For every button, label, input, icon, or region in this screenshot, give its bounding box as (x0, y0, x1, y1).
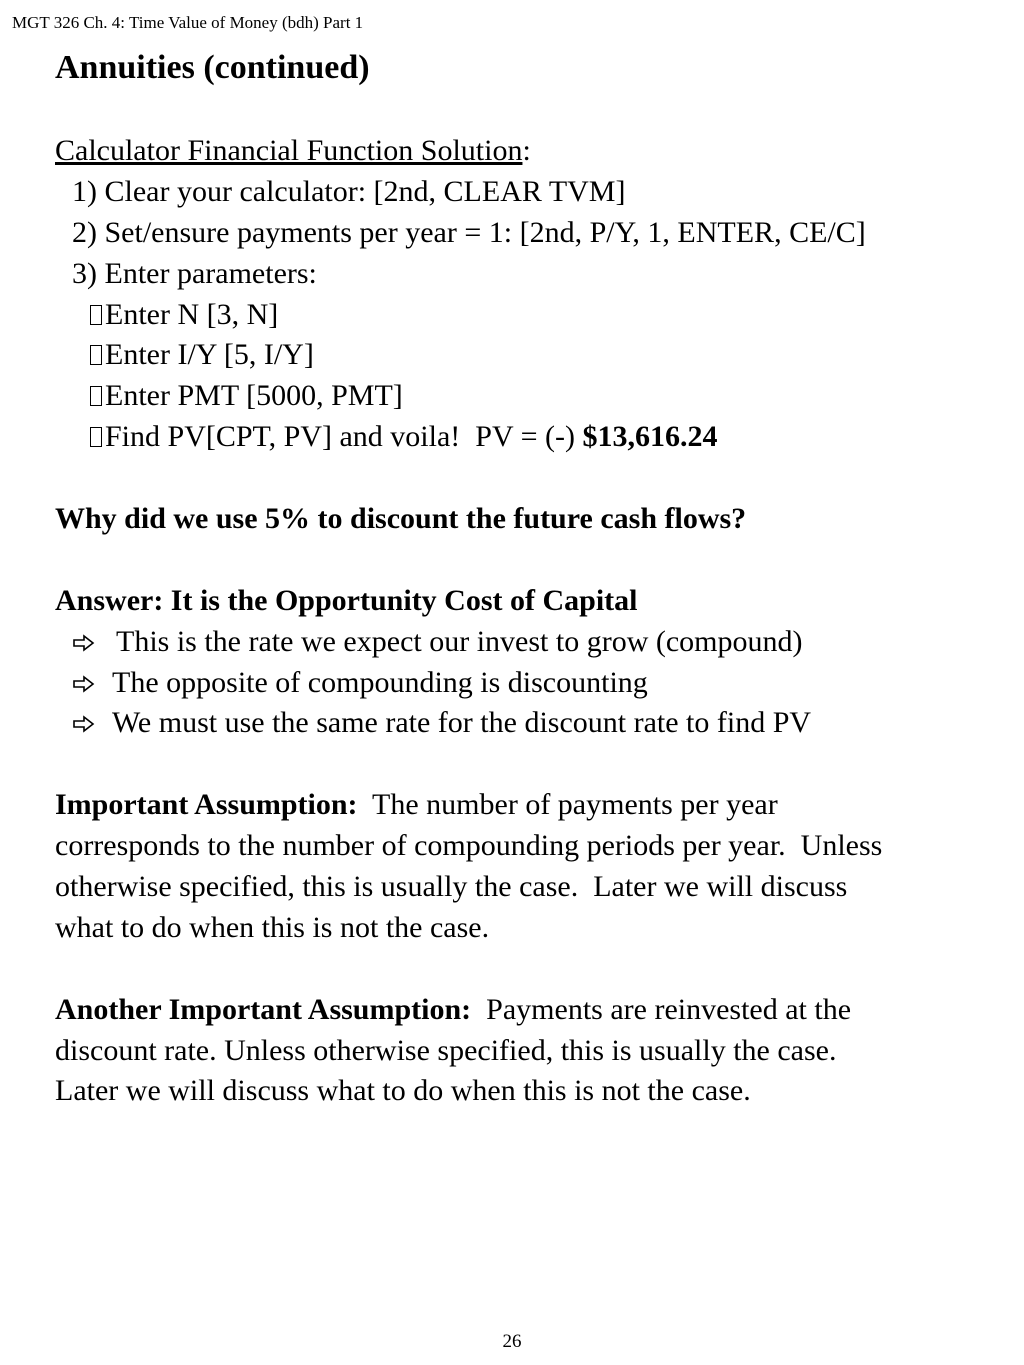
assumption1-line-1 (55, 785, 1005, 826)
answer-point-3 (55, 703, 1005, 744)
param-iy-text: Enter I/Y [5, I/Y] (105, 338, 314, 372)
assumption2-line-1 (55, 990, 1005, 1031)
find-pv-text: Find PV[CPT, PV] and voila! PV = (-) (105, 420, 583, 454)
assumption1-line-3: otherwise specified, this is usually the case. Later we will discuss (55, 870, 848, 904)
assumption1-line-4: what to do when this is not the case. (55, 910, 490, 944)
calc-heading-colon: : (522, 134, 531, 167)
calc-heading-line (55, 131, 1005, 172)
answer-heading: Answer: It is the Opportunity Cost of Capital (55, 583, 638, 617)
step-2: 2) Set/ensure payments per year = 1: [2nd, P/Y, 1, ENTER, CE/C] (72, 215, 866, 249)
param-pmt (55, 376, 1005, 417)
outline-arrow-right-icon (72, 674, 96, 694)
checkbox-bullet-icon (90, 427, 102, 447)
answer-point-1 (55, 622, 1005, 663)
answer-point-1-text: This is the rate we expect our invest to grow (compound) (116, 624, 803, 658)
param-n (55, 295, 1005, 336)
question: Why did we use 5% to discount the future cash flows? (55, 502, 747, 536)
outline-arrow-right-icon (72, 633, 96, 653)
assumption1-line-2: corresponds to the number of compounding periods per year. Unless (55, 829, 883, 863)
slide-title: Annuities (continued) (55, 49, 370, 86)
step-1: 1) Clear your calculator: [2nd, CLEAR TVM] (72, 174, 626, 208)
assumption2-line-3: Later we will discuss what to do when this is not the case. (55, 1074, 751, 1108)
assumption2-label: Another Important Assumption: (55, 992, 472, 1026)
calc-heading: Calculator Financial Function Solution (55, 134, 523, 167)
answer-point-3-text: We must use the same rate for the discount rate to find PV (112, 706, 812, 740)
outline-arrow-right-icon (72, 714, 96, 734)
checkbox-bullet-icon (90, 345, 102, 365)
answer-point-2 (55, 663, 1005, 704)
assumption2-line-2: discount rate. Unless otherwise specified, this is usually the case. (55, 1033, 837, 1067)
assumption1-text-1: The number of payments per year (372, 788, 778, 822)
slide-body (55, 131, 1005, 1112)
assumption2-text-1: Payments are reinvested at the (486, 992, 852, 1026)
step-3: 3) Enter parameters: (72, 256, 317, 290)
page-number: 26 (502, 1331, 522, 1352)
pv-result: $13,616.24 (582, 420, 718, 454)
param-n-text: Enter N [3, N] (105, 297, 279, 331)
param-find-pv (55, 417, 1005, 458)
answer-point-2-text: The opposite of compounding is discounting (112, 665, 648, 699)
running-header: MGT 326 Ch. 4: Time Value of Money (bdh) Part 1 (12, 13, 364, 32)
param-iy (55, 335, 1005, 376)
assumption1-label: Important Assumption: (55, 788, 358, 822)
checkbox-bullet-icon (90, 386, 102, 406)
checkbox-bullet-icon (90, 305, 102, 325)
param-pmt-text: Enter PMT [5000, PMT] (105, 379, 403, 413)
